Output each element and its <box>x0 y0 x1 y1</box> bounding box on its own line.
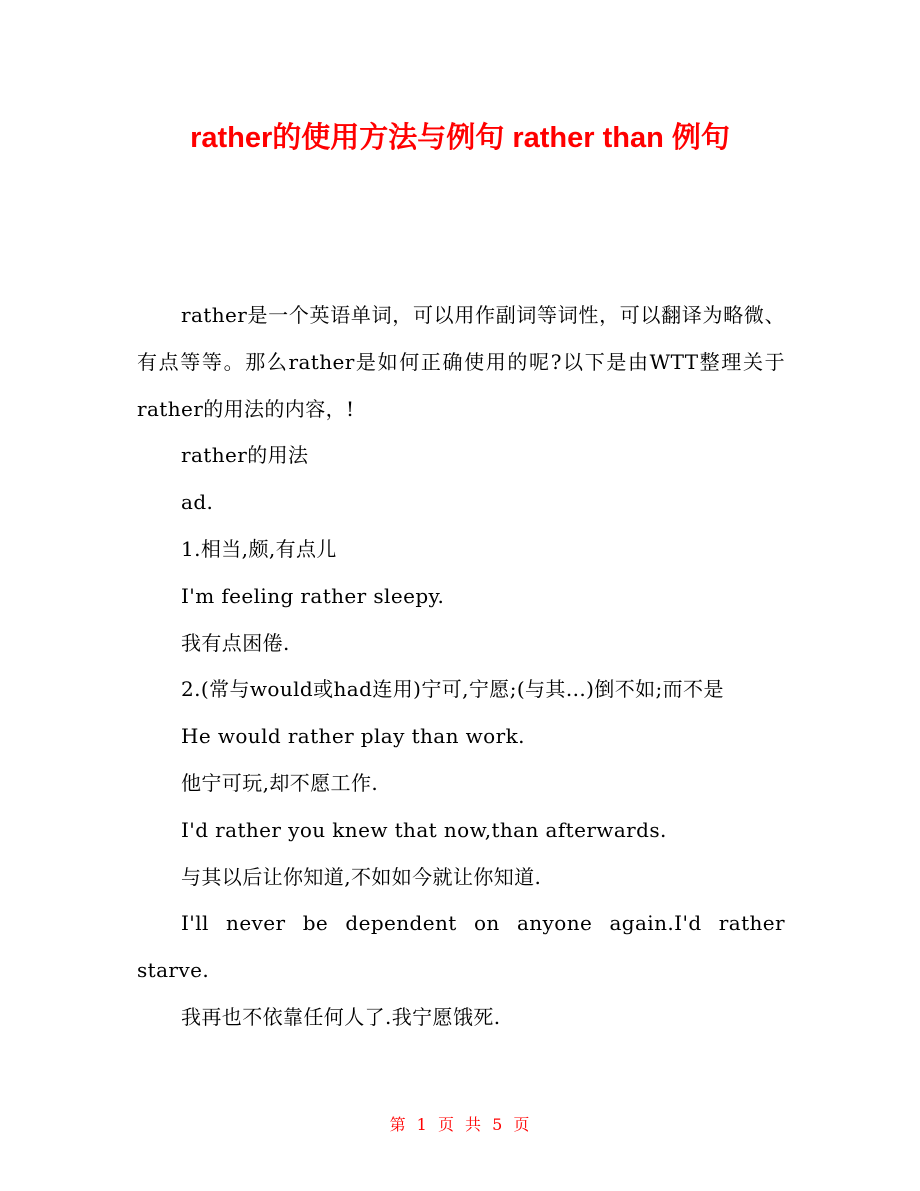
paragraph-example-1-zh: 我有点困倦. <box>181 630 290 655</box>
paragraph-part-of-speech: ad. <box>181 490 214 515</box>
paragraph-sense-1: 1.相当,颇,有点儿 <box>181 536 337 561</box>
page-title: rather的使用方法与例句 rather than 例句 <box>190 122 730 154</box>
paragraph-example-3-en: I'd rather you knew that now,than afterwards. <box>181 817 667 842</box>
paragraph-example-4-en: I'll never be dependent on anyone again.I'd rather starve. <box>137 911 785 983</box>
paragraph-intro: rather是一个英语单词，可以用作副词等词性，可以翻译为略微、有点等等。那么rather是如何正确使用的呢?以下是由WTT整理关于rather的用法的内容，! <box>137 303 785 421</box>
paragraph-sense-2: 2.(常与would或had连用)宁可,宁愿;(与其...)倒不如;而不是 <box>181 677 724 702</box>
paragraph-heading-usage: rather的用法 <box>181 443 309 468</box>
paragraph-example-3-zh: 与其以后让你知道,不如如今就让你知道. <box>181 864 542 889</box>
paragraph-example-2-en: He would rather play than work. <box>181 724 525 749</box>
paragraph-example-4-zh: 我再也不依靠任何人了.我宁愿饿死. <box>181 1004 501 1029</box>
paragraph-example-2-zh: 他宁可玩,却不愿工作. <box>181 770 379 795</box>
page-number-footer: 第 1 页 共 5 页 <box>389 1115 531 1134</box>
document-body <box>137 292 785 1041</box>
paragraph-example-1-en: I'm feeling rather sleepy. <box>181 583 445 608</box>
